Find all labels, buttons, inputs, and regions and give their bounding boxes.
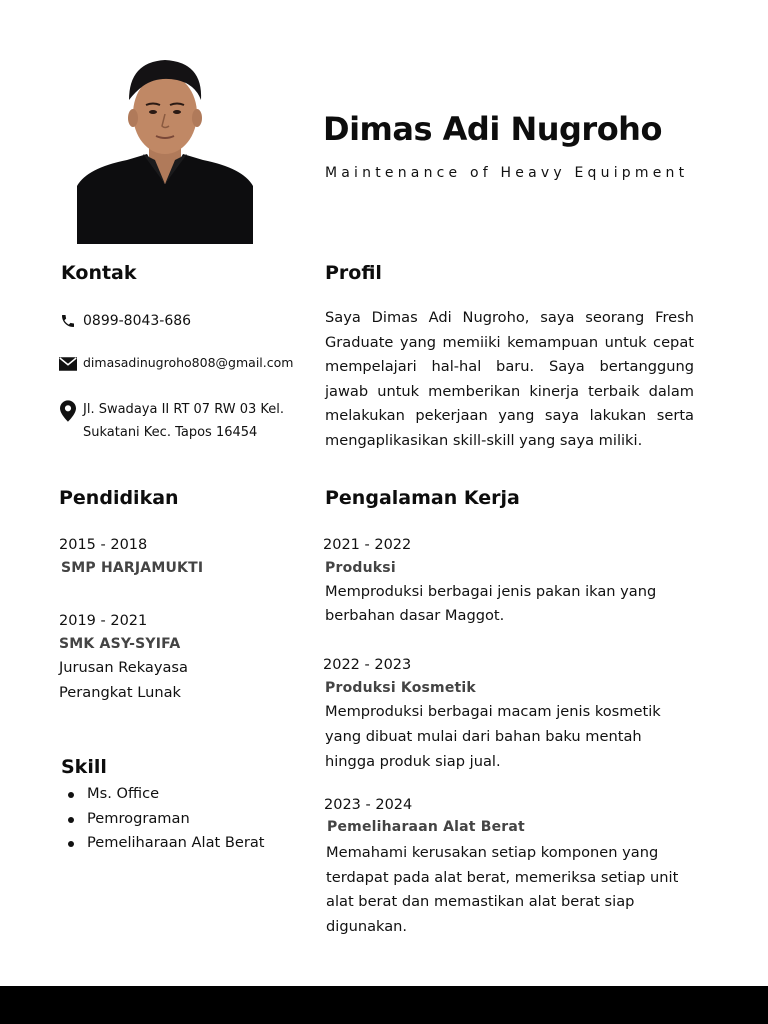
location-pin-icon (60, 400, 76, 422)
experience-year: 2023 - 2024 (324, 797, 413, 813)
experience-role: Produksi Kosmetik (325, 680, 476, 696)
experience-desc-line: alat berat dan memastikan alat berat siap (326, 893, 635, 910)
experience-desc-line: digunakan. (326, 918, 408, 935)
phone-icon (60, 313, 76, 329)
contact-phone (60, 309, 191, 333)
email-icon (59, 357, 77, 371)
email-address: dimasadinugroho808@gmail.com (83, 355, 294, 370)
education-year: 2019 - 2021 (59, 613, 148, 629)
experience-desc-line: Memproduksi berbagai jenis pakan ikan yang (325, 583, 657, 600)
education-school: SMP HARJAMUKTI (61, 560, 204, 576)
person-portrait-icon (77, 56, 253, 244)
experience-desc-line: hingga produk siap jual. (325, 753, 501, 770)
skill-heading: Skill (61, 756, 107, 778)
list-item: Pemeliharaan Alat Berat (59, 831, 265, 856)
experience-desc-line: Memahami kerusakan setiap komponen yang (326, 844, 659, 861)
experience-desc-line: Memproduksi berbagai macam jenis kosmetik (325, 703, 661, 720)
experience-desc-line: berbahan dasar Maggot. (325, 607, 505, 624)
experience-desc-line: yang dibuat mulai dari bahan baku mentah (325, 728, 642, 745)
address-line-2: Sukatani Kec. Tapos 16454 (83, 425, 258, 440)
experience-role: Pemeliharaan Alat Berat (327, 819, 525, 835)
profile-photo (77, 56, 253, 244)
person-name: Dimas Adi Nugroho (323, 110, 662, 148)
education-major-line-1: Jurusan Rekayasa (59, 659, 188, 676)
phone-number: 0899-8043-686 (83, 313, 192, 329)
education-year: 2015 - 2018 (59, 537, 148, 553)
address-line-1: Jl. Swadaya II RT 07 RW 03 Kel. (83, 402, 284, 417)
experience-role: Produksi (325, 560, 396, 576)
footer-bar (0, 986, 768, 1024)
education-school: SMK ASY-SYIFA (59, 636, 181, 652)
experience-year: 2021 - 2022 (323, 537, 412, 553)
list-item: Pemrograman (59, 807, 265, 832)
list-item: Ms. Office (59, 782, 265, 807)
contact-heading: Kontak (61, 262, 137, 284)
contact-address (60, 398, 284, 445)
experience-year: 2022 - 2023 (323, 657, 412, 673)
profile-heading: Profil (325, 262, 382, 284)
job-title: Maintenance of Heavy Equipment (325, 165, 689, 181)
experience-desc-line: terdapat pada alat berat, memeriksa setiap unit (326, 869, 679, 886)
education-major-line-2: Perangkat Lunak (59, 684, 181, 701)
education-heading: Pendidikan (59, 487, 179, 509)
experience-heading: Pengalaman Kerja (325, 487, 520, 509)
skill-list (59, 782, 265, 856)
contact-email (59, 351, 293, 375)
profile-text: Saya Dimas Adi Nugroho, saya seorang Fresh Graduate yang memiiki kemampuan untuk cepat mempelajari hal-hal baru. Saya bertanggung jawab untuk memberikan kinerja terbaik dalam melakukan pekerjaan yang saya lakukan serta mengaplikasikan skill-skill yang saya miliki. (325, 309, 694, 449)
